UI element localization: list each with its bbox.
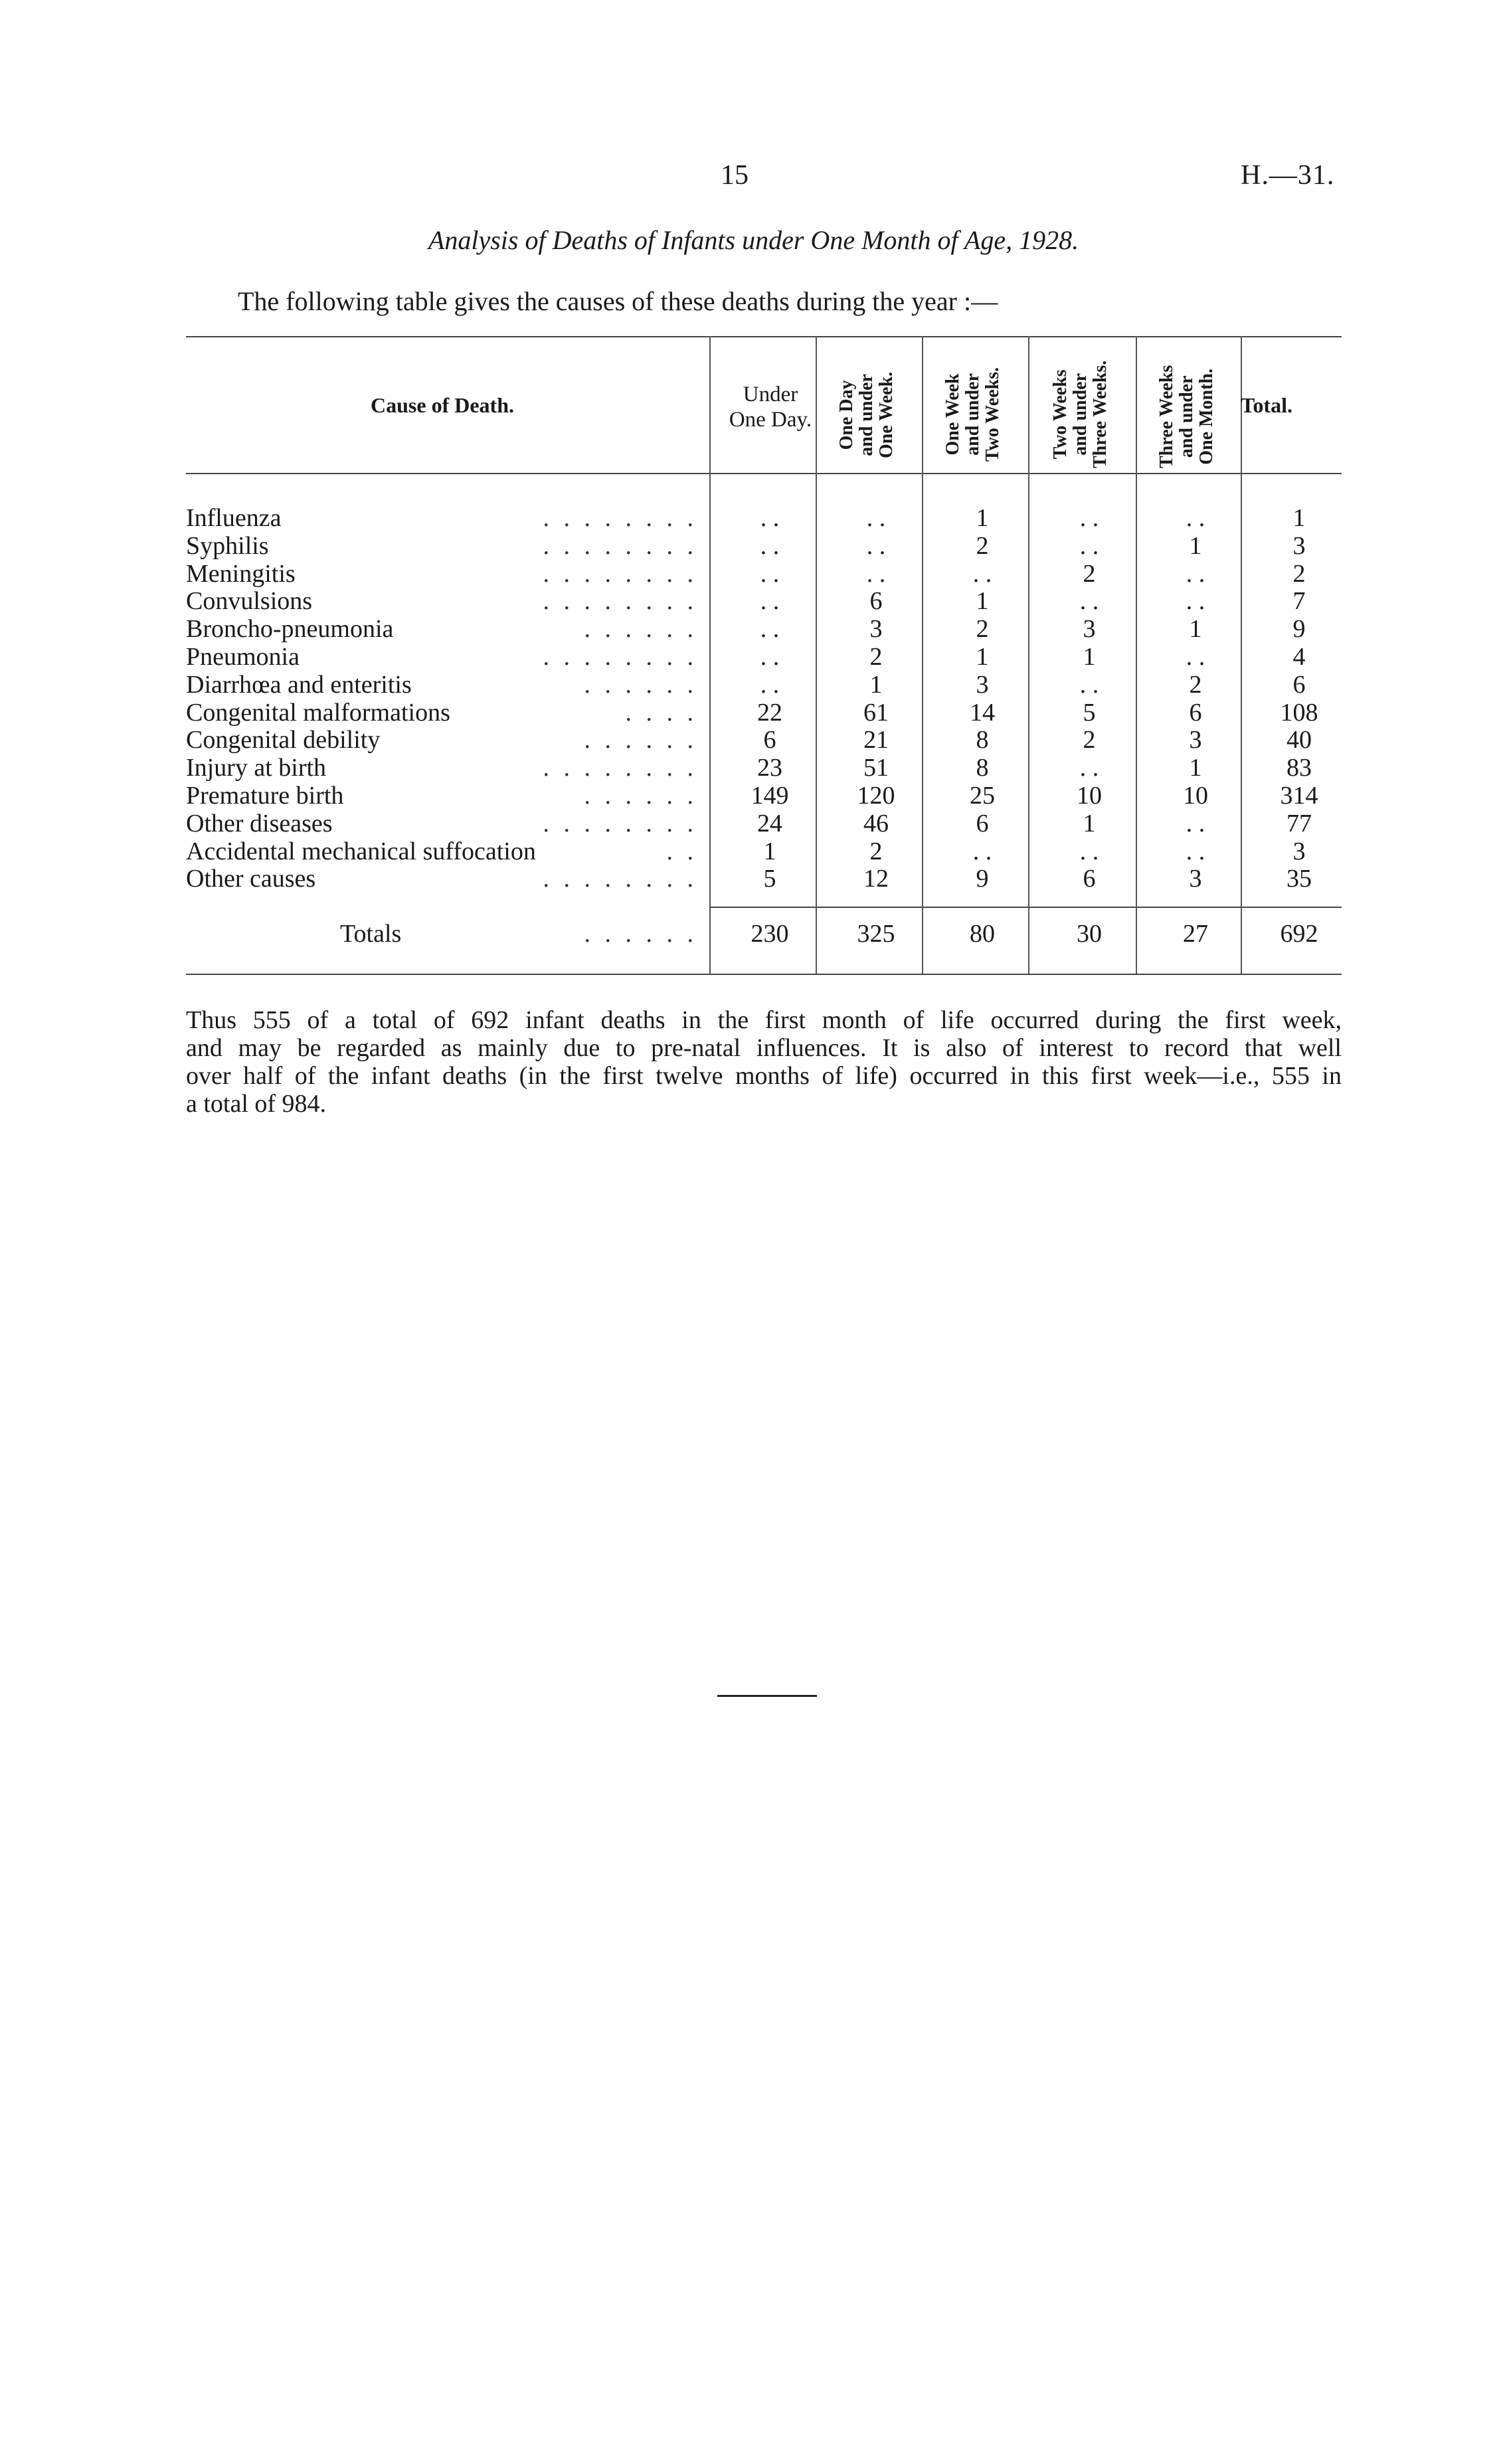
table-row — [0, 586, 1507, 614]
table-row — [0, 725, 1507, 753]
document-reference: H.—31. — [1241, 160, 1335, 191]
cell-one-week-to-two-weeks: 2 — [976, 531, 989, 560]
cell-two-weeks-to-three-weeks: 5 — [1083, 698, 1096, 727]
cell-under-one-day: 22 — [757, 698, 782, 727]
totals-three-weeks-to-one-month: 27 — [1183, 920, 1208, 948]
page-number: 15 — [721, 160, 749, 191]
cell-one-day-to-one-week: 120 — [857, 782, 895, 810]
cell-three-weeks-to-one-month: . . — [1186, 504, 1205, 532]
table-row — [0, 559, 1507, 587]
cell-under-one-day: 1 — [763, 837, 776, 865]
cell-three-weeks-to-one-month: 10 — [1183, 782, 1208, 810]
cell-one-week-to-two-weeks: 6 — [976, 809, 989, 837]
cell-total: 77 — [1286, 809, 1312, 837]
leader-dots: . . . . . . . . — [543, 559, 697, 588]
end-rule — [717, 1695, 817, 1697]
totals-under-one-day: 230 — [751, 920, 789, 948]
cell-three-weeks-to-one-month: 1 — [1189, 531, 1202, 560]
cause-label: Pneumonia — [186, 643, 300, 671]
cause-label: Congenital debility — [186, 726, 381, 754]
cell-total: 35 — [1286, 865, 1312, 893]
cell-under-one-day: 5 — [763, 865, 776, 893]
cell-total: 83 — [1286, 754, 1312, 782]
totals-row — [0, 919, 1507, 947]
cell-total: 108 — [1280, 698, 1318, 727]
cell-one-week-to-two-weeks: 8 — [976, 754, 989, 782]
cell-two-weeks-to-three-weeks: 2 — [1083, 726, 1096, 754]
cell-total: 314 — [1280, 782, 1318, 810]
cause-label: Broncho-pneumonia — [186, 615, 394, 644]
header-line: One Month. — [1196, 369, 1217, 465]
cell-one-week-to-two-weeks: 25 — [970, 782, 995, 810]
cell-three-weeks-to-one-month: 3 — [1189, 726, 1202, 754]
cell-one-day-to-one-week: 3 — [869, 615, 883, 644]
leader-dots: . . . . . . . . — [543, 754, 697, 782]
header-total: Total. — [1241, 393, 1292, 417]
table-bottom-rule — [186, 974, 1342, 975]
cell-one-week-to-two-weeks: . . — [972, 559, 992, 588]
cell-two-weeks-to-three-weeks: . . — [1079, 531, 1099, 560]
header-cause-of-death: Cause of Death. — [371, 393, 514, 417]
header-one-week-to-two-weeks — [943, 367, 1003, 462]
cell-one-day-to-one-week: 21 — [863, 726, 889, 754]
cause-label: Other causes — [186, 865, 316, 893]
leader-dots: . . . . . . — [584, 920, 697, 948]
cause-label: Convulsions — [186, 587, 313, 616]
cell-total: 9 — [1292, 615, 1306, 644]
cell-one-week-to-two-weeks: 3 — [976, 670, 989, 699]
header-line: Two Weeks — [1050, 369, 1071, 460]
cell-one-day-to-one-week: 46 — [863, 809, 889, 837]
leader-dots: . . . . . . — [584, 670, 697, 699]
cell-two-weeks-to-three-weeks: . . — [1079, 754, 1099, 782]
table-row — [0, 864, 1507, 892]
cause-label: Premature birth — [186, 782, 344, 810]
cell-three-weeks-to-one-month: 2 — [1189, 670, 1202, 699]
paragraph-line: over half of the infant deaths (in the first twelve months of life) occurred in this first week—i.e., 555 in — [186, 1062, 1342, 1090]
cell-three-weeks-to-one-month: 1 — [1189, 754, 1202, 782]
cell-one-day-to-one-week: 61 — [863, 698, 889, 727]
totals-total: 692 — [1280, 920, 1318, 948]
cell-total: 7 — [1292, 587, 1306, 616]
totals-two-weeks-to-three-weeks: 30 — [1077, 920, 1102, 948]
cell-under-one-day: . . — [760, 531, 780, 560]
cell-three-weeks-to-one-month: . . — [1186, 837, 1205, 865]
cause-label: Meningitis — [186, 559, 296, 588]
header-line: One Day — [836, 380, 857, 450]
totals-rule — [709, 907, 1342, 908]
cell-two-weeks-to-three-weeks: 1 — [1083, 809, 1096, 837]
cell-one-week-to-two-weeks: 9 — [976, 865, 989, 893]
table-row — [0, 503, 1507, 531]
header-one-day-to-one-week — [837, 372, 897, 458]
cell-one-day-to-one-week: 6 — [869, 587, 883, 616]
cell-three-weeks-to-one-month: . . — [1186, 559, 1205, 588]
cell-one-day-to-one-week: 2 — [869, 643, 883, 671]
cell-under-one-day: 23 — [757, 754, 782, 782]
leader-dots: . . . . . . — [584, 615, 697, 644]
cell-three-weeks-to-one-month: 1 — [1189, 615, 1202, 644]
header-line: and under — [962, 373, 983, 456]
cell-three-weeks-to-one-month: . . — [1186, 643, 1205, 671]
cell-one-week-to-two-weeks: 14 — [970, 698, 995, 727]
cell-under-one-day: . . — [760, 670, 780, 699]
cell-under-one-day: . . — [760, 587, 780, 616]
totals-one-day-to-one-week: 325 — [857, 920, 895, 948]
cell-one-day-to-one-week: . . — [866, 559, 886, 588]
cell-under-one-day: . . — [760, 615, 780, 644]
cell-two-weeks-to-three-weeks: . . — [1079, 837, 1099, 865]
cell-one-day-to-one-week: . . — [866, 531, 886, 560]
intro-text: The following table gives the causes of these deaths during the year :— — [238, 286, 998, 316]
header-under-one-day — [721, 382, 820, 432]
cell-one-week-to-two-weeks: 1 — [976, 504, 989, 532]
cell-total: 40 — [1286, 726, 1312, 754]
header-line: and under — [1070, 373, 1091, 456]
header-two-weeks-to-three-weeks — [1051, 361, 1110, 468]
header-line: and under — [856, 374, 877, 456]
cell-three-weeks-to-one-month: 6 — [1189, 698, 1202, 727]
cell-one-day-to-one-week: 51 — [863, 754, 889, 782]
table-row — [0, 698, 1507, 726]
cell-two-weeks-to-three-weeks: . . — [1079, 587, 1099, 616]
totals-label: Totals — [340, 920, 402, 948]
cell-two-weeks-to-three-weeks: . . — [1079, 504, 1099, 532]
leader-dots: . . . . . . . . — [543, 865, 697, 893]
leader-dots: . . . . . . . . — [543, 531, 697, 560]
table-row — [0, 753, 1507, 781]
cell-one-day-to-one-week: 2 — [869, 837, 883, 865]
cell-one-week-to-two-weeks: 2 — [976, 615, 989, 644]
cell-one-week-to-two-weeks: 1 — [976, 587, 989, 616]
cell-two-weeks-to-three-weeks: . . — [1079, 670, 1099, 699]
table-top-rule — [186, 336, 1342, 337]
leader-dots: . . . . . . . . — [543, 504, 697, 532]
cell-under-one-day: . . — [760, 643, 780, 671]
cause-label: Influenza — [186, 504, 282, 532]
header-line: Three Weeks. — [1090, 360, 1110, 468]
cell-total: 2 — [1292, 559, 1306, 588]
table-row — [0, 642, 1507, 670]
leader-dots: . . . . . . . . — [543, 809, 697, 837]
cause-label: Accidental mechanical suffocation — [186, 837, 536, 865]
leader-dots: . . . . . . — [584, 726, 697, 754]
cell-under-one-day: 6 — [763, 726, 776, 754]
cell-under-one-day: 149 — [751, 782, 789, 810]
header-line: Three Weeks — [1156, 365, 1177, 468]
table-row — [0, 670, 1507, 698]
header-under-one-day-line2: One Day. — [729, 408, 812, 432]
leader-dots: . . . . . . . . — [543, 643, 697, 671]
cell-three-weeks-to-one-month: 3 — [1189, 865, 1202, 893]
summary-paragraph — [186, 1006, 1342, 1118]
header-three-weeks-to-one-month — [1157, 365, 1217, 468]
paragraph-line: a total of 984. — [186, 1090, 327, 1118]
cause-label: Other diseases — [186, 809, 333, 837]
leader-dots: . . . . . . — [584, 782, 697, 810]
table-title: Analysis of Deaths of Infants under One Month of Age, 1928. — [428, 225, 1079, 255]
cell-one-week-to-two-weeks: . . — [972, 837, 992, 865]
cell-two-weeks-to-three-weeks: 2 — [1083, 559, 1096, 588]
table-row — [0, 531, 1507, 559]
cell-two-weeks-to-three-weeks: 10 — [1077, 782, 1102, 810]
cell-under-one-day: 24 — [757, 809, 782, 837]
cell-one-week-to-two-weeks: 1 — [976, 643, 989, 671]
header-line: One Week. — [876, 371, 897, 458]
cell-total: 1 — [1292, 504, 1306, 532]
cell-under-one-day: . . — [760, 504, 780, 532]
table-row — [0, 614, 1507, 642]
leader-dots: . . . . — [625, 698, 697, 727]
table-row — [0, 781, 1507, 809]
cell-three-weeks-to-one-month: . . — [1186, 809, 1205, 837]
table-row — [0, 837, 1507, 865]
cell-total: 4 — [1292, 643, 1306, 671]
cell-one-day-to-one-week: . . — [866, 504, 886, 532]
cause-label: Diarrhœa and enteritis — [186, 670, 412, 699]
cause-label: Congenital malformations — [186, 698, 450, 727]
cell-three-weeks-to-one-month: . . — [1186, 587, 1205, 616]
header-under-one-day-line1: Under — [743, 383, 798, 406]
cell-one-day-to-one-week: 12 — [863, 865, 889, 893]
totals-one-week-to-two-weeks: 80 — [970, 920, 995, 948]
cell-one-day-to-one-week: 1 — [869, 670, 883, 699]
header-line: One Week — [942, 373, 963, 456]
leader-dots: . . — [666, 837, 697, 865]
paragraph-line: Thus 555 of a total of 692 infant deaths in the first month of life occurred during the first week, — [186, 1006, 1342, 1034]
cell-one-week-to-two-weeks: 8 — [976, 726, 989, 754]
cell-total: 3 — [1292, 837, 1306, 865]
cell-under-one-day: . . — [760, 559, 780, 588]
header-line: Two Weeks. — [982, 367, 1003, 462]
paragraph-line: and may be regarded as mainly due to pre-natal influences. It is also of interest to record that well — [186, 1034, 1342, 1062]
leader-dots: . . . . . . . . — [543, 587, 697, 616]
table-row — [0, 809, 1507, 837]
cell-total: 3 — [1292, 531, 1306, 560]
cell-two-weeks-to-three-weeks: 6 — [1083, 865, 1096, 893]
cell-total: 6 — [1292, 670, 1306, 699]
cause-label: Injury at birth — [186, 754, 327, 782]
cell-two-weeks-to-three-weeks: 1 — [1083, 643, 1096, 671]
cause-label: Syphilis — [186, 531, 269, 560]
cell-two-weeks-to-three-weeks: 3 — [1083, 615, 1096, 644]
header-line: and under — [1176, 375, 1197, 458]
table-header-rule — [186, 473, 1342, 474]
